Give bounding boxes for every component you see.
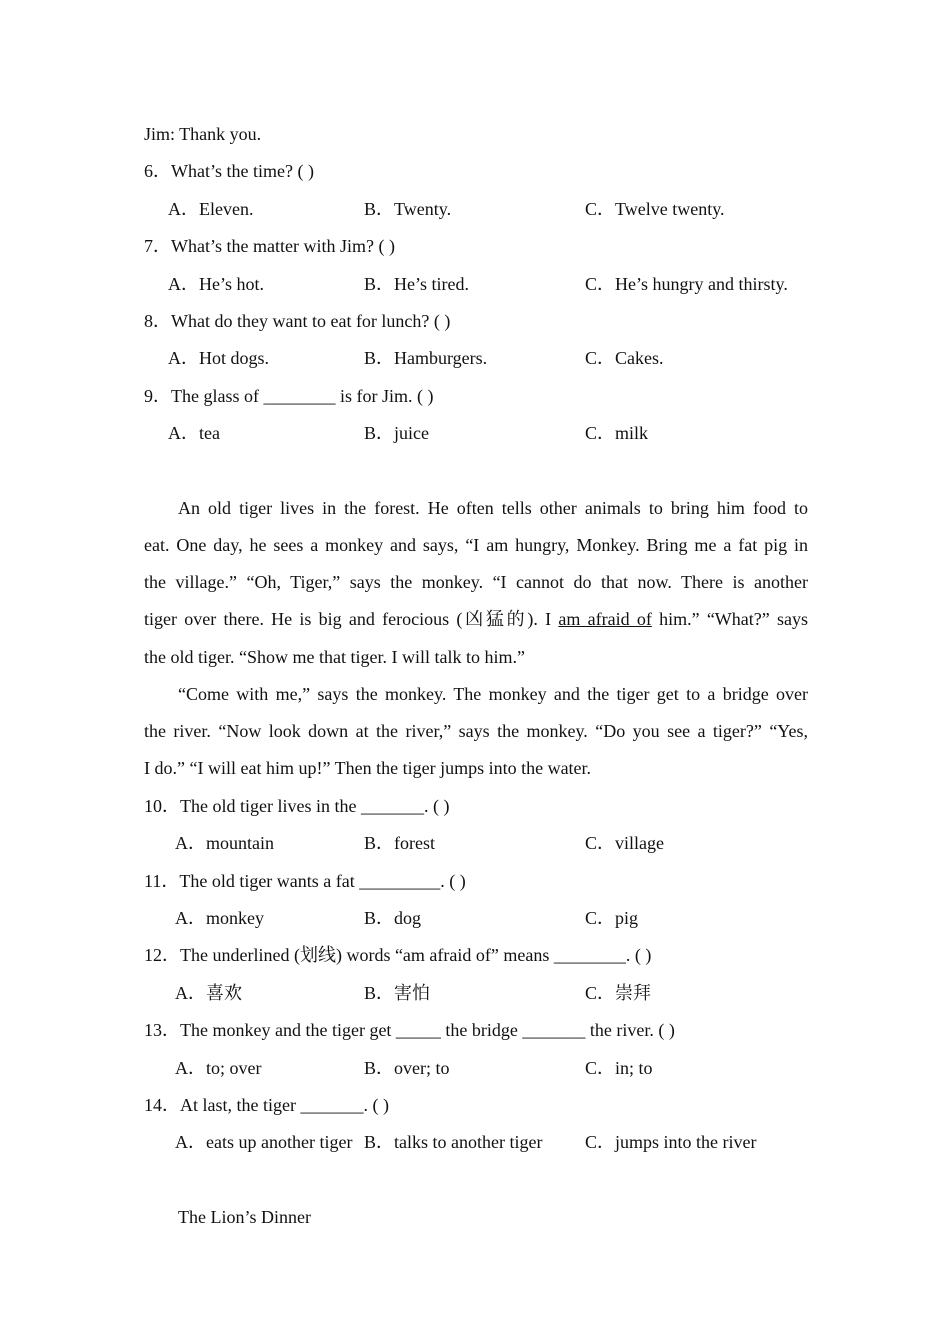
option-b: B．over; to: [364, 1058, 450, 1078]
option-a: A．eats up another tiger: [175, 1132, 353, 1152]
passage-line: [144, 608, 808, 630]
option-b: B．forest: [364, 833, 435, 853]
section-title: The Lion’s Dinner: [178, 1207, 311, 1227]
option-b: B．Twenty.: [364, 199, 452, 219]
option-c: C．He’s hungry and thirsty.: [585, 274, 788, 294]
option-a: A．Eleven.: [168, 199, 254, 219]
option-a: A．Hot dogs.: [168, 348, 270, 368]
question-stem: 13．The monkey and the tiger get _____ the bridge _______ the river. ( ): [144, 1020, 675, 1040]
option-c: C．in; to: [585, 1058, 653, 1078]
option-c: C．village: [585, 833, 664, 853]
option-c: C．Cakes.: [585, 348, 664, 368]
passage-line: An old tiger lives in the forest. He often tells other animals to bring him food to: [178, 498, 808, 518]
option-a: A．喜欢: [175, 983, 242, 1003]
passage-text: tiger over there. He is big and ferocious (凶猛的). I: [144, 609, 552, 629]
question-stem: 12．The underlined (划线) words “am afraid of” means ________. ( ): [144, 945, 652, 965]
option-a: A．monkey: [175, 908, 264, 928]
question-stem: 6．What’s the time? ( ): [144, 161, 314, 181]
option-a: A．He’s hot.: [168, 274, 264, 294]
option-c: C．pig: [585, 908, 639, 928]
option-c: C．jumps into the river: [585, 1132, 757, 1152]
passage-line: I do.” “I will eat him up!” Then the tiger jumps into the water.: [144, 758, 592, 778]
passage-line: the old tiger. “Show me that tiger. I will talk to him.”: [144, 647, 525, 667]
question-stem: 14．At last, the tiger _______. ( ): [144, 1095, 389, 1115]
option-c: C．Twelve twenty.: [585, 199, 725, 219]
option-a: A．to; over: [175, 1058, 262, 1078]
passage-line: “Come with me,” says the monkey. The monkey and the tiger get to a bridge over: [178, 684, 808, 704]
passage-line: the river. “Now look down at the river,” says the monkey. “Do you see a tiger?” “Yes,: [144, 721, 808, 741]
passage-text: him.” “What?” says: [659, 609, 809, 629]
option-b: B．dog: [364, 908, 422, 928]
question-stem: 10．The old tiger lives in the _______. ( ): [144, 796, 450, 816]
option-c: C．崇拜: [585, 983, 652, 1003]
option-c: C．milk: [585, 423, 649, 443]
question-stem: 9．The glass of ________ is for Jim. ( ): [144, 386, 434, 406]
question-stem: 8．What do they want to eat for lunch? ( ): [144, 311, 451, 331]
dialogue-end: Jim: Thank you.: [144, 124, 262, 144]
option-b: B．juice: [364, 423, 429, 443]
option-a: A．tea: [168, 423, 220, 443]
option-a: A．mountain: [175, 833, 274, 853]
question-stem: 11．The old tiger wants a fat _________. ( ): [144, 871, 466, 891]
passage-line: the village.” “Oh, Tiger,” says the monkey. “I cannot do that now. There is another: [144, 572, 808, 592]
option-b: B．talks to another tiger: [364, 1132, 543, 1152]
passage-line: eat. One day, he sees a monkey and says, “I am hungry, Monkey. Bring me a fat pig in: [144, 535, 808, 555]
option-b: B．害怕: [364, 983, 431, 1003]
underlined-phrase: am afraid of: [558, 609, 652, 629]
question-stem: 7．What’s the matter with Jim? ( ): [144, 236, 395, 256]
option-b: B．He’s tired.: [364, 274, 469, 294]
option-b: B．Hamburgers.: [364, 348, 488, 368]
